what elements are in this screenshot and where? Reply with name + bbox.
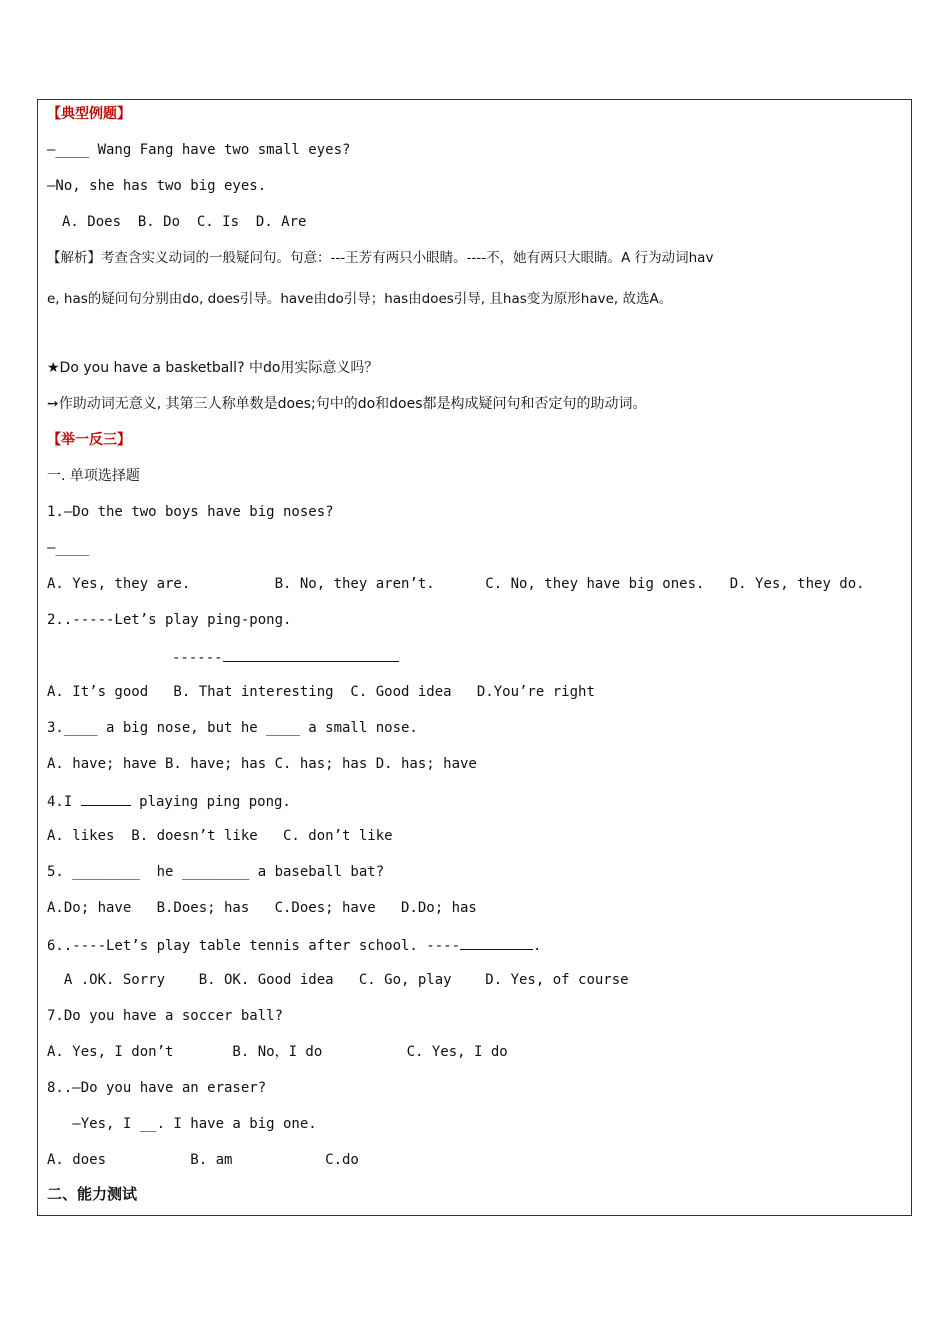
question-1-options: A. Yes, they are. B. No, they aren’t. C. No, they have big ones. D. Yes, they do. <box>47 576 865 592</box>
question-6-blank <box>460 935 533 950</box>
section2-title: 二、能力测试 <box>47 1185 138 1203</box>
question-5: 5. ________ he ________ a baseball bat? <box>47 864 385 880</box>
example-question-line2: —No, she has two big eyes. <box>47 178 267 194</box>
question-3-options: A. have; have B. have; has C. has; has D. has; have <box>47 756 477 772</box>
question-2: 2..-----Let’s play ping-pong. <box>47 612 292 628</box>
question-5-options: A.Do; have B.Does; has C.Does; have D.Do; has <box>47 900 477 916</box>
question-6-end: . <box>533 938 542 954</box>
note-question: ★Do you have a basketball? 中do用实际意义吗？ <box>47 360 379 376</box>
note-answer: ➙作助动词无意义, 其第三人称单数是does;句中的do和does都是构成疑问句和否定句的助动词。 <box>47 396 647 412</box>
question-4 <box>47 791 903 811</box>
question-8: 8..—Do you have an eraser? <box>47 1080 267 1096</box>
question-2-answer-blank <box>223 647 399 662</box>
example-analysis-line2: e, has的疑问句分别由do, does引导。have由do引导；has由does引导, 且has变为原形have, 故选A。 <box>47 291 673 307</box>
question-6 <box>47 935 903 955</box>
question-7: 7.Do you have a soccer ball? <box>47 1008 284 1024</box>
question-2-reply-text: ------ <box>172 650 223 666</box>
question-2-options: A. It’s good B. That interesting C. Good idea D.You’re right <box>47 684 595 700</box>
question-8-reply: —Yes, I __. I have a big one. <box>47 1116 317 1132</box>
example-question-line1: —____ Wang Fang have two small eyes? <box>47 142 351 158</box>
example-heading: 【典型例题】 <box>47 106 131 122</box>
question-7-options: A. Yes, I don’t B. No，I do C. Yes, I do <box>47 1044 508 1060</box>
question-1-blank: —____ <box>47 540 90 556</box>
question-6-text: 6..----Let’s play table tennis after school. ---- <box>47 938 461 954</box>
question-1: 1.—Do the two boys have big noses? <box>47 504 334 520</box>
practice-heading: 【举一反三】 <box>47 432 131 448</box>
question-4-end: playing ping pong. <box>130 794 291 810</box>
example-analysis-line1: 【解析】考查含实义动词的一般疑问句。句意：---王芳有两只小眼睛。----不，她有两只大眼睛。A 行为动词hav <box>47 250 714 266</box>
question-3: 3.____ a big nose, but he ____ a small nose. <box>47 720 418 736</box>
question-4-start: 4.I <box>47 794 81 810</box>
question-6-options: A .OK. Sorry B. OK. Good idea C. Go, play D. Yes, of course <box>47 972 629 988</box>
example-options: A. Does B. Do C. Is D. Are <box>62 214 307 230</box>
question-4-options: A. likes B. doesn’t like C. don’t like <box>47 828 393 844</box>
question-4-blank <box>81 791 131 806</box>
question-2-reply <box>172 647 903 667</box>
question-8-options: A. does B. am C.do <box>47 1152 359 1168</box>
document-frame <box>37 99 912 1216</box>
section1-title: 一. 单项选择题 <box>47 468 140 484</box>
